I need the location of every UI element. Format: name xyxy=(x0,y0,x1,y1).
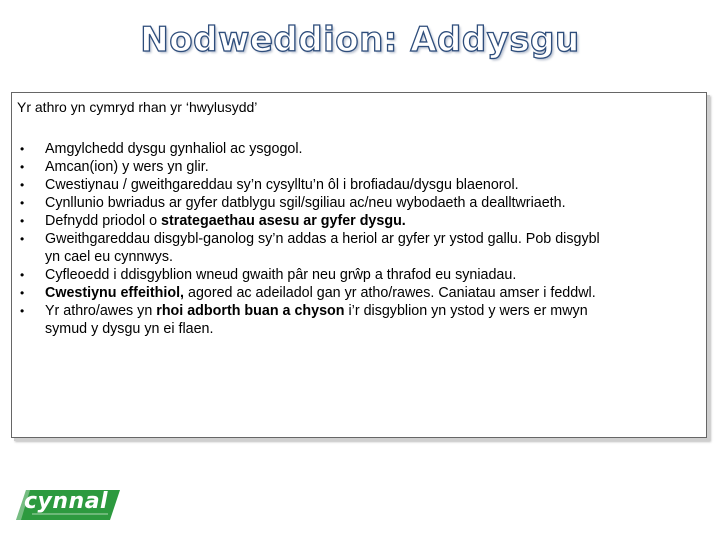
bullet-icon: • xyxy=(20,196,25,210)
bullet-icon: • xyxy=(20,268,25,282)
bullet-icon: • xyxy=(20,178,25,192)
bullet-icon: • xyxy=(20,142,25,156)
intro-text: Yr athro yn cymryd rhan yr ‘hwylusydd’ xyxy=(17,99,258,115)
bullet-item xyxy=(12,212,704,230)
bullet-text: Cwestiynau / gweithgareddau sy’n cysylltu’n ôl i brofiadau/dysgu blaenorol. xyxy=(45,177,519,193)
bullet-icon: • xyxy=(20,214,25,228)
bullet-text: Gweithgareddau disgybl-ganolog sy’n addas a heriol ar gyfer yr ystod gallu. Pob disgybl yn cael eu cynnwys. xyxy=(45,231,600,265)
bullet-list xyxy=(12,140,704,338)
content-box xyxy=(11,92,707,438)
bullet-text-bold: rhoi adborth buan a chyson xyxy=(156,303,345,319)
bullet-text: Amgylchedd dysgu gynhaliol ac ysgogol. xyxy=(45,141,303,157)
bullet-icon: • xyxy=(20,160,25,174)
bullet-item xyxy=(12,302,704,338)
bullet-icon: • xyxy=(20,304,25,318)
bullet-item xyxy=(12,194,704,212)
bullet-item xyxy=(12,266,704,284)
bullet-text: Cynllunio bwriadus ar gyfer datblygu sgil/sgiliau ac/neu wybodaeth a dealltwriaeth. xyxy=(45,195,566,211)
bullet-text-bold: Cwestiynu effeithiol, xyxy=(45,285,185,301)
bullet-text: Defnydd priodol o xyxy=(45,213,162,229)
bullet-item xyxy=(12,158,704,176)
bullet-icon: • xyxy=(20,232,25,246)
bullet-item xyxy=(12,176,704,194)
bullet-item xyxy=(12,140,704,158)
bullet-text: agored ac adeiladol gan yr atho/rawes. Caniatau amser i feddwl. xyxy=(184,285,596,301)
bullet-text-bold: strategaethau asesu ar gyfer dysgu. xyxy=(161,213,406,229)
page-title: Nodweddion: Addysgu xyxy=(140,20,580,60)
bullet-text: Cyfleoedd i ddisgyblion wneud gwaith pâr neu grŵp a thrafod eu syniadau. xyxy=(45,267,517,283)
bullet-text: Amcan(ion) y wers yn glir. xyxy=(45,159,209,175)
bullet-text: i’r disgyblion yn ystod y wers er mwyn symud y dysgu yn ei flaen. xyxy=(45,303,588,337)
bullet-item xyxy=(12,230,704,266)
bullet-icon: • xyxy=(20,286,25,300)
cynnal-logo xyxy=(16,490,120,520)
bullet-text: Yr athro/awes yn xyxy=(45,303,157,319)
logo-text: cynnal xyxy=(24,489,109,514)
bullet-item xyxy=(12,284,704,302)
